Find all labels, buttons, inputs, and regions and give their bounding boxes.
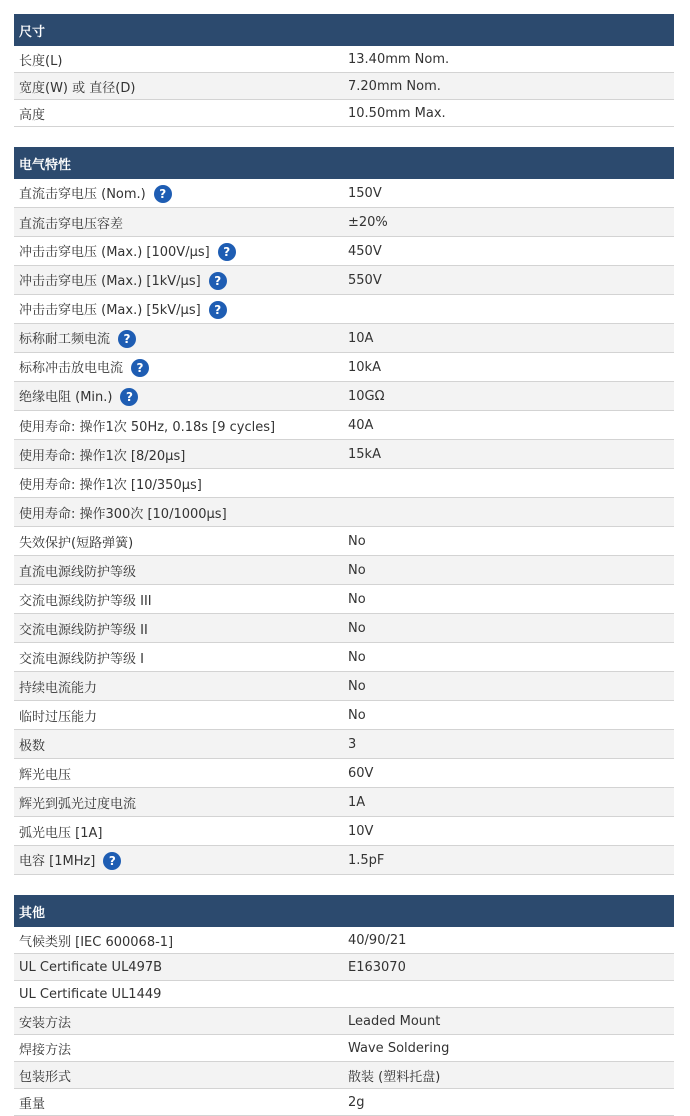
spec-row [14, 324, 674, 353]
spec-label-cell [14, 411, 344, 440]
help-icon[interactable]: ? [209, 301, 227, 319]
spec-row [14, 614, 674, 643]
spec-label-cell [14, 614, 344, 643]
spec-table-dimensions [14, 14, 674, 127]
spec-label-cell [14, 585, 344, 614]
spec-value: No [344, 585, 674, 614]
spec-label-cell [14, 498, 344, 527]
section-header [14, 895, 674, 927]
spec-label-cell [14, 324, 344, 353]
spec-row [14, 672, 674, 701]
spec-label: 高度 [19, 107, 46, 123]
help-icon[interactable]: ? [218, 243, 236, 261]
spec-label-cell [14, 469, 344, 498]
spec-label-cell [14, 927, 344, 954]
spec-label-cell [14, 1035, 344, 1062]
spec-label: 持续电流能力 [19, 680, 98, 696]
spec-label-cell [14, 730, 344, 759]
spec-row [14, 556, 674, 585]
spec-value: No [344, 672, 674, 701]
spec-label: 使用寿命: 操作1次 [8/20µs] [19, 448, 186, 464]
spec-label: 极数 [19, 738, 46, 754]
spec-value: No [344, 701, 674, 730]
spec-label-cell [14, 179, 344, 208]
spec-value: 10.50mm Max. [344, 100, 674, 127]
spec-row [14, 759, 674, 788]
spec-label: 直流击穿电压 (Nom.) [19, 186, 146, 202]
section-title: 其他 [14, 895, 674, 927]
spec-label: 标称耐工频电流 [19, 331, 111, 347]
spec-label: 焊接方法 [19, 1042, 72, 1058]
spec-value: No [344, 527, 674, 556]
spec-row [14, 440, 674, 469]
spec-row [14, 208, 674, 237]
spec-label-cell [14, 100, 344, 127]
spec-row [14, 295, 674, 324]
spec-value: 3 [344, 730, 674, 759]
help-icon[interactable]: ? [209, 272, 227, 290]
spec-label-cell [14, 1062, 344, 1089]
spec-label: 包装形式 [19, 1069, 72, 1085]
spec-label: 直流电源线防护等级 [19, 564, 137, 580]
spec-value: Leaded Mount [344, 1008, 674, 1035]
spec-label: 辉光到弧光过度电流 [19, 796, 137, 812]
spec-label-cell [14, 1089, 344, 1116]
spec-row [14, 179, 674, 208]
spec-label-cell [14, 817, 344, 846]
spec-value: 13.40mm Nom. [344, 46, 674, 73]
spec-value: 40A [344, 411, 674, 440]
spec-value [344, 295, 674, 324]
spec-value [344, 498, 674, 527]
spec-value: No [344, 643, 674, 672]
spec-table-other [14, 895, 674, 1116]
spec-label-cell [14, 527, 344, 556]
spec-label-cell [14, 295, 344, 324]
spec-value: 40/90/21 [344, 927, 674, 954]
spec-label: 冲击击穿电压 (Max.) [5kV/µs] [19, 302, 201, 318]
spec-label: 失效保护(短路弹簧) [19, 535, 134, 551]
spec-value: 15kA [344, 440, 674, 469]
spec-label: 使用寿命: 操作300次 [10/1000µs] [19, 506, 227, 522]
spec-row [14, 527, 674, 556]
spec-label: 标称冲击放电电流 [19, 360, 124, 376]
spec-label: 直流击穿电压容差 [19, 216, 124, 232]
spec-label-cell [14, 701, 344, 730]
spec-label-cell [14, 981, 344, 1008]
spec-label: 长度(L) [19, 53, 63, 69]
help-icon[interactable]: ? [103, 852, 121, 870]
spec-value: 1.5pF [344, 846, 674, 875]
spec-value: Wave Soldering [344, 1035, 674, 1062]
spec-value: 10V [344, 817, 674, 846]
section-header [14, 147, 674, 179]
spec-label-cell [14, 759, 344, 788]
spec-value: 7.20mm Nom. [344, 73, 674, 100]
spec-value: ±20% [344, 208, 674, 237]
spec-label-cell [14, 266, 344, 295]
spec-row [14, 846, 674, 875]
spec-value: No [344, 556, 674, 585]
spec-row [14, 353, 674, 382]
spec-row [14, 411, 674, 440]
spec-label: 冲击击穿电压 (Max.) [100V/µs] [19, 244, 210, 260]
spec-row [14, 73, 674, 100]
spec-label-cell [14, 954, 344, 981]
spec-row [14, 382, 674, 411]
spec-row [14, 1062, 674, 1089]
spec-label: 交流电源线防护等级 I [19, 651, 144, 667]
section-spacer [14, 875, 674, 895]
spec-value: 10GΩ [344, 382, 674, 411]
spec-value: 2g [344, 1089, 674, 1116]
spec-label: 使用寿命: 操作1次 [10/350µs] [19, 477, 202, 493]
spec-value: 150V [344, 179, 674, 208]
spec-label: 绝缘电阻 (Min.) [19, 389, 113, 405]
spec-label: UL Certificate UL1449 [19, 986, 162, 1002]
spec-row [14, 498, 674, 527]
spec-value: No [344, 614, 674, 643]
help-icon[interactable]: ? [154, 185, 172, 203]
spec-sheet [14, 14, 674, 1116]
spec-label: 临时过压能力 [19, 709, 98, 725]
section-header [14, 14, 674, 46]
spec-row [14, 954, 674, 981]
spec-row [14, 237, 674, 266]
spec-label: UL Certificate UL497B [19, 959, 163, 975]
spec-row [14, 1035, 674, 1062]
spec-label: 电容 [1MHz] [19, 853, 96, 869]
spec-row [14, 585, 674, 614]
spec-row [14, 1089, 674, 1116]
spec-row [14, 643, 674, 672]
spec-row [14, 46, 674, 73]
spec-label-cell [14, 440, 344, 469]
spec-value [344, 981, 674, 1008]
spec-label-cell [14, 846, 344, 875]
spec-table-electrical [14, 147, 674, 875]
spec-value: 10A [344, 324, 674, 353]
spec-row [14, 730, 674, 759]
spec-label-cell [14, 208, 344, 237]
spec-value: 450V [344, 237, 674, 266]
spec-row [14, 701, 674, 730]
spec-label: 交流电源线防护等级 II [19, 622, 148, 638]
spec-value: E163070 [344, 954, 674, 981]
spec-label-cell [14, 73, 344, 100]
spec-row [14, 927, 674, 954]
spec-label: 重量 [19, 1096, 46, 1112]
spec-label-cell [14, 672, 344, 701]
spec-row [14, 1008, 674, 1035]
spec-label-cell [14, 382, 344, 411]
spec-value: 550V [344, 266, 674, 295]
section-title: 尺寸 [14, 14, 674, 46]
spec-value [344, 469, 674, 498]
spec-row [14, 469, 674, 498]
spec-label: 安装方法 [19, 1015, 72, 1031]
spec-label-cell [14, 46, 344, 73]
section-spacer [14, 127, 674, 147]
spec-value: 1A [344, 788, 674, 817]
spec-row [14, 817, 674, 846]
section-title: 电气特性 [14, 147, 674, 179]
spec-label: 气候类别 [IEC 600068-1] [19, 934, 174, 950]
spec-label-cell [14, 237, 344, 266]
spec-row [14, 266, 674, 295]
spec-row [14, 100, 674, 127]
spec-label: 使用寿命: 操作1次 50Hz, 0.18s [9 cycles] [19, 419, 276, 435]
spec-label-cell [14, 1008, 344, 1035]
help-icon[interactable]: ? [120, 388, 138, 406]
help-icon[interactable]: ? [118, 330, 136, 348]
spec-label: 弧光电压 [1A] [19, 825, 103, 841]
spec-label: 交流电源线防护等级 III [19, 593, 152, 609]
spec-row [14, 788, 674, 817]
spec-value: 散装 (塑料托盘) [344, 1062, 674, 1089]
spec-label-cell [14, 556, 344, 585]
spec-row [14, 981, 674, 1008]
spec-label: 冲击击穿电压 (Max.) [1kV/µs] [19, 273, 201, 289]
spec-label-cell [14, 353, 344, 382]
spec-value: 10kA [344, 353, 674, 382]
spec-label-cell [14, 788, 344, 817]
spec-label: 辉光电压 [19, 767, 72, 783]
spec-label: 宽度(W) 或 直径(D) [19, 80, 136, 96]
spec-value: 60V [344, 759, 674, 788]
help-icon[interactable]: ? [131, 359, 149, 377]
spec-label-cell [14, 643, 344, 672]
